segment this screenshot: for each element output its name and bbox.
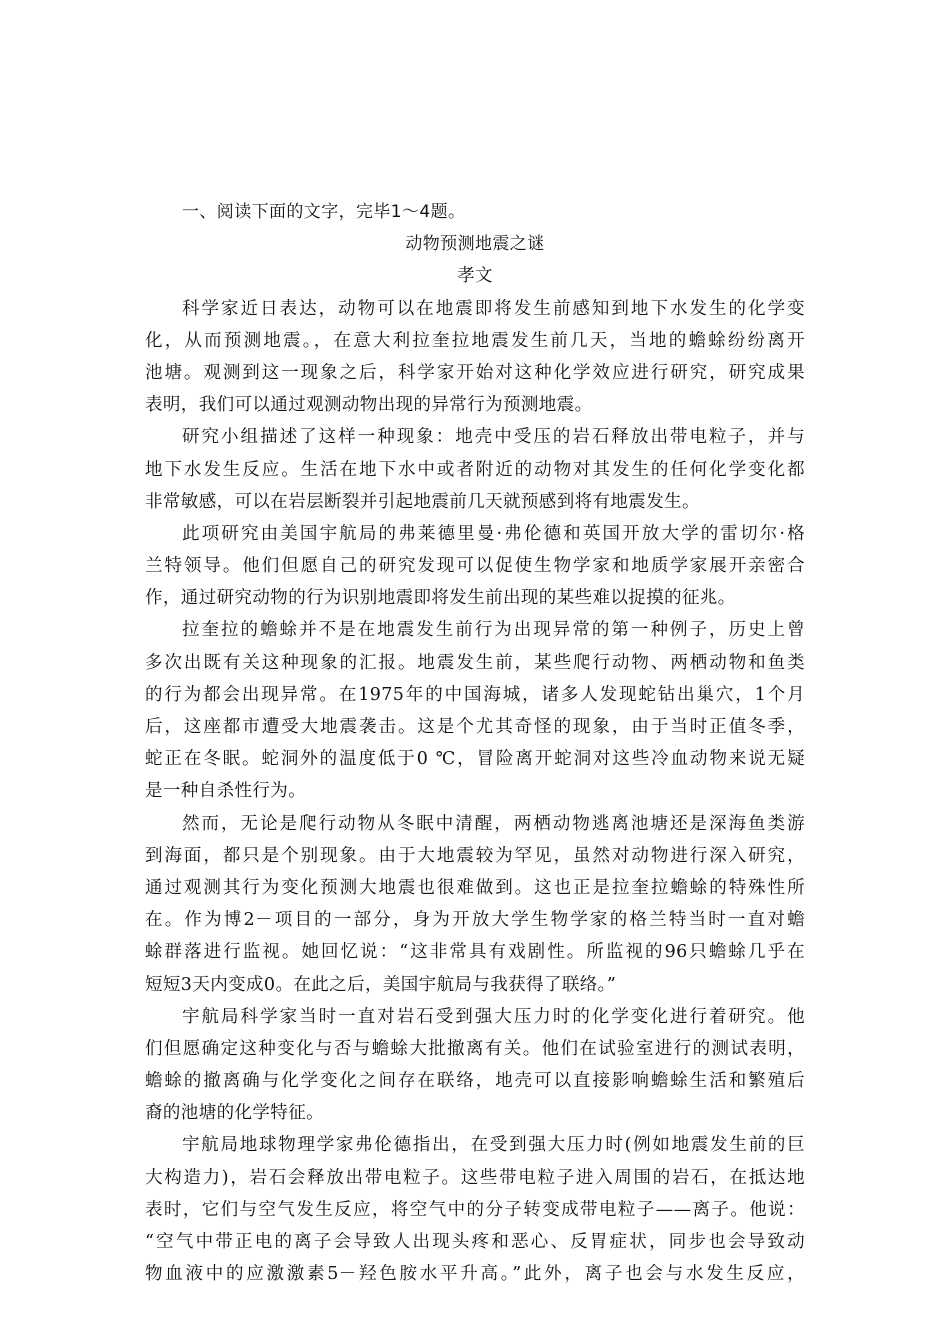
paragraph-line: 多次出既有关这种现象的汇报。地震发生前，某些爬行动物、两栖动物和鱼类 (145, 652, 805, 673)
paragraph-line: 宇航局地球物理学家弗伦德指出，在受到强大压力时(例如地震发生前的巨 (182, 1135, 805, 1156)
paragraph-line: 短短3天内变成0。在此之后，美国宇航局与我获得了联络。” (145, 974, 617, 995)
paragraph-line: 池塘。观测到这一现象之后，科学家开始对这种化学效应进行研究，研究成果 (145, 362, 805, 383)
paragraph-line: 蛇正在冬眠。蛇洞外的温度低于0 ℃，冒险离开蛇洞对这些冷血动物来说无疑 (145, 749, 805, 770)
paragraph-line: 表时，它们与空气发生反应，将空气中的分子转变成带电粒子——离子。他说： (145, 1199, 805, 1220)
paragraph-line: 裔的池塘的化学特征。 (145, 1103, 324, 1124)
section-heading: 一、阅读下面的文字，完毕1～4题。 (182, 202, 466, 222)
paragraph-line: 蜍群落进行监视。她回忆说：“这非常具有戏剧性。所监视的96只蟾蜍几乎在 (145, 942, 805, 963)
paragraph-line: 的行为都会出现异常。在1975年的中国海城，诸多人发现蛇钻出巢穴，1个月 (145, 684, 805, 705)
article-title: 动物预测地震之谜 (405, 234, 545, 255)
paragraph-line: 蟾蜍的撤离确与化学变化之间存在联络，地壳可以直接影响蟾蜍生活和繁殖后 (145, 1071, 805, 1092)
paragraph-6 (145, 1001, 805, 1130)
paragraph-line: “空气中带正电的离子会导致人出现头疼和恶心、反胃症状，同步也会导致动 (145, 1232, 805, 1252)
paragraph-line: 后，这座都市遭受大地震袭击。这是个尤其奇怪的现象，由于当时正值冬季， (145, 717, 805, 737)
paragraph-line: 化，从而预测地震。，在意大利拉奎拉地震发生前几天，当地的蟾蜍纷纷离开 (145, 330, 805, 351)
paragraph-line: 通过观测其行为变化预测大地震也很难做到。这也正是拉奎拉蟾蜍的特殊性所 (145, 877, 805, 898)
paragraph-line: 在。作为博2－项目的一部分，身为开放大学生物学家的格兰特当时一直对蟾 (145, 910, 805, 931)
paragraph-line: 研究小组描述了这样一种现象：地壳中受压的岩石释放出带电粒子，并与 (182, 427, 805, 448)
paragraph-5 (145, 808, 805, 1001)
paragraph-2 (145, 421, 805, 518)
paragraph-4 (145, 614, 805, 807)
paragraph-line: 表明，我们可以通过观测动物出现的异常行为预测地震。 (145, 395, 593, 416)
paragraph-line: 此项研究由美国宇航局的弗莱德里曼·弗伦德和英国开放大学的雷切尔·格 (182, 523, 805, 544)
paragraph-3 (145, 518, 805, 615)
paragraph-line: 是一种自杀性行为。 (145, 781, 307, 802)
paragraph-line: 到海面，都只是个别现象。由于大地震较为罕见，虽然对动物进行深入研究， (145, 845, 805, 866)
paragraph-line: 然而，无论是爬行动物从冬眠中清醒，两栖动物逃离池塘还是深海鱼类游 (182, 813, 805, 834)
paragraph-1 (145, 293, 805, 422)
paragraph-line: 科学家近日表达，动物可以在地震即将发生前感知到地下水发生的化学变 (182, 298, 805, 319)
paragraph-line: 拉奎拉的蟾蜍并不是在地震发生前行为出现异常的第一种例子，历史上曾 (182, 620, 805, 641)
paragraph-line: 宇航局科学家当时一直对岩石受到强大压力时的化学变化进行着研究。他 (182, 1006, 805, 1027)
paragraph-line: 物血液中的应激激素5－羟色胺水平升高。”此外，离子也会与水发生反应， (145, 1264, 805, 1285)
paragraph-line: 大构造力)，岩石会释放出带电粒子。这些带电粒子进入周围的岩石，在抵达地 (145, 1167, 805, 1188)
paragraph-line: 兰特领导。他们但愿自己的研究发现可以促使生物学家和地质学家展开亲密合 (145, 556, 805, 577)
article-author: 孝文 (457, 266, 493, 287)
paragraph-line: 非常敏感，可以在岩层断裂并引起地震前几天就预感到将有地震发生。 (145, 491, 700, 512)
document-body (145, 196, 805, 1290)
paragraph-line: 作，通过研究动物的行为识别地震即将发生前出现的某些难以捉摸的征兆。 (145, 588, 736, 609)
paragraph-7 (145, 1129, 805, 1290)
paragraph-line: 地下水发生反应。生活在地下水中或者附近的动物对其发生的任何化学变化都 (145, 459, 805, 480)
paragraph-line: 们但愿确定这种变化与否与蟾蜍大批撤离有关。他们在试验室进行的测试表明， (145, 1038, 805, 1059)
